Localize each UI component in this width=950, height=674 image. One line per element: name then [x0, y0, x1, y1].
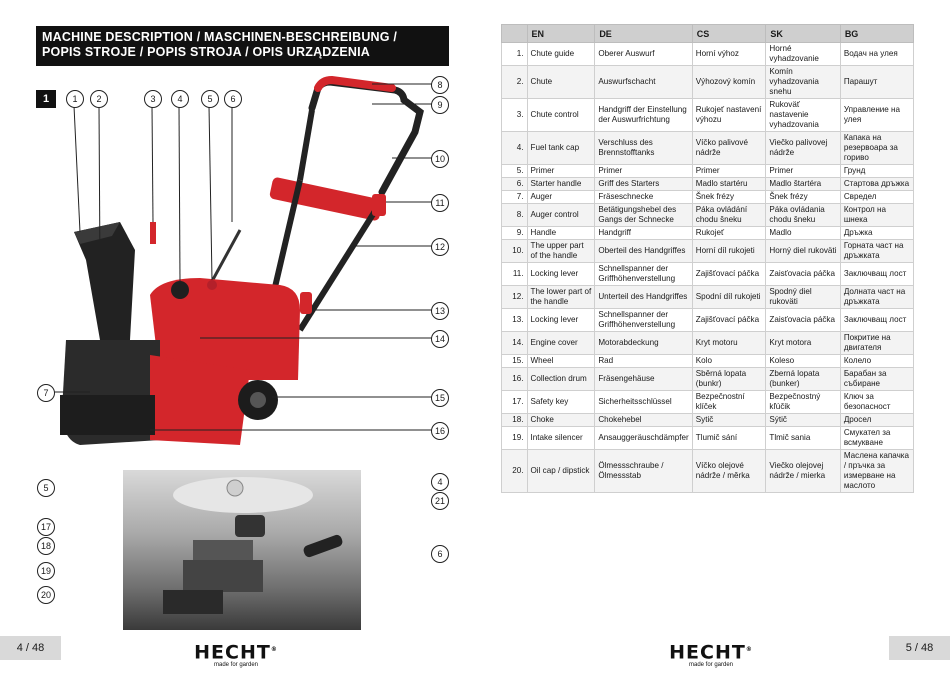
table-cell: Chute guide [527, 43, 595, 66]
table-cell: Водач на улея [840, 43, 913, 66]
table-cell: Грунд [840, 165, 913, 178]
table-cell: Ключ за безопасност [840, 391, 913, 414]
column-header: CS [692, 25, 766, 43]
locking-lever-lower [300, 292, 312, 314]
engine-detail-photo [123, 470, 361, 630]
table-cell: Horné vyhadzovanie [766, 43, 840, 66]
callout-photo-4: 4 [431, 473, 449, 491]
table-row [502, 414, 914, 427]
auger [60, 395, 155, 435]
table-cell: Rukojeť [692, 227, 766, 240]
handle-upper-left [300, 110, 312, 180]
row-number: 11. [502, 263, 528, 286]
callout-6: 6 [224, 90, 242, 108]
callout-11: 11 [431, 194, 449, 212]
table-cell: Šnek frézy [766, 191, 840, 204]
brand-name: HECHT® [669, 641, 753, 664]
table-cell: Zajišťovací páčka [692, 263, 766, 286]
table-cell: Fuel tank cap [527, 132, 595, 165]
row-number: 6. [502, 178, 528, 191]
table-cell: Kryt motoru [692, 332, 766, 355]
table-row [502, 450, 914, 493]
section-title-line-2: POPIS STROJE / POPIS STROJA / OPIS URZĄDZENIA [42, 45, 371, 59]
table-row [502, 240, 914, 263]
table-cell: Auger [527, 191, 595, 204]
brand-logo-right [665, 640, 757, 668]
table-cell: Заключващ лост [840, 309, 913, 332]
callout-1: 1 [66, 90, 84, 108]
intake-silencer-photo [183, 560, 263, 592]
section-title-line-1: MACHINE DESCRIPTION / MASCHINEN-BESCHREIBUNG / [42, 30, 398, 44]
callout-8: 8 [431, 76, 449, 94]
table-row [502, 165, 914, 178]
table-cell: Kryt motora [766, 332, 840, 355]
table-cell: Управление на улея [840, 99, 913, 132]
table-row [502, 286, 914, 309]
table-row [502, 66, 914, 99]
table-cell: Locking lever [527, 263, 595, 286]
callout-15: 15 [431, 389, 449, 407]
table-cell: Viečko palivovej nádrže [766, 132, 840, 165]
table-cell: Madlo [766, 227, 840, 240]
callout-photo-6: 6 [431, 545, 449, 563]
table-cell: Дръжка [840, 227, 913, 240]
table-cell: Schnellspanner der Griffhöhenverstellung [595, 263, 692, 286]
callout-photo-18: 18 [37, 537, 55, 555]
table-cell: Стартова дръжка [840, 178, 913, 191]
brand-tagline: made for garden [213, 662, 259, 669]
table-row [502, 43, 914, 66]
table-row [502, 263, 914, 286]
callout-13: 13 [431, 302, 449, 320]
callout-14: 14 [431, 330, 449, 348]
primer [207, 280, 217, 290]
table-row [502, 178, 914, 191]
table-cell: Sicherheitsschlüssel [595, 391, 692, 414]
page-number-right: 5 / 48 [889, 636, 950, 660]
row-number: 15. [502, 355, 528, 368]
table-cell: Маслена капачка / пръчка за измерване на маслото [840, 450, 913, 493]
row-number: 13. [502, 309, 528, 332]
table-cell: Páka ovládání chodu šneku [692, 204, 766, 227]
table-cell: Парашут [840, 66, 913, 99]
table-cell: Auger control [527, 204, 595, 227]
table-cell: Покритие на двигателя [840, 332, 913, 355]
row-number: 8. [502, 204, 528, 227]
table-cell: Víčko palivové nádrže [692, 132, 766, 165]
row-number: 1. [502, 43, 528, 66]
fuel-tank-cap [171, 281, 189, 299]
column-header: EN [527, 25, 595, 43]
table-cell: Chokehebel [595, 414, 692, 427]
table-row [502, 391, 914, 414]
row-number: 14. [502, 332, 528, 355]
table-cell: Zajišťovací páčka [692, 309, 766, 332]
table-cell: Rukojeť nastavení výhozu [692, 99, 766, 132]
table-cell: Starter handle [527, 178, 595, 191]
row-number: 4. [502, 132, 528, 165]
table-cell: The lower part of the handle [527, 286, 595, 309]
table-cell: Koleso [766, 355, 840, 368]
table-cell: Zaisťovacia páčka [766, 309, 840, 332]
table-row [502, 332, 914, 355]
table-cell: Auswurfschacht [595, 66, 692, 99]
column-header [502, 25, 528, 43]
table-cell: Смукател за всмукване [840, 427, 913, 450]
table-cell: Horní výhoz [692, 43, 766, 66]
table-cell: Primer [692, 165, 766, 178]
table-cell: Заключващ лост [840, 263, 913, 286]
table-cell: Капака на резервоара за гориво [840, 132, 913, 165]
housing-side [150, 355, 250, 445]
handle-bar [312, 82, 420, 192]
table-cell: Madlo štartéra [766, 178, 840, 191]
callout-photo-19: 19 [37, 562, 55, 580]
column-header: SK [766, 25, 840, 43]
table-cell: Griff des Starters [595, 178, 692, 191]
callout-2: 2 [90, 90, 108, 108]
row-number: 10. [502, 240, 528, 263]
row-number: 17. [502, 391, 528, 414]
callout-12: 12 [431, 238, 449, 256]
table-cell: Primer [766, 165, 840, 178]
callout-photo-20: 20 [37, 586, 55, 604]
callout-photo-5: 5 [37, 479, 55, 497]
chute-control-knob [150, 222, 156, 244]
callout-3: 3 [144, 90, 162, 108]
table-cell: Zaisťovacia páčka [766, 263, 840, 286]
table-row [502, 99, 914, 132]
column-header: BG [840, 25, 913, 43]
brand-name: HECHT® [194, 641, 278, 664]
table-cell: Bezpečnostní klíček [692, 391, 766, 414]
wheel-hub [250, 392, 266, 408]
table-cell: Chute [527, 66, 595, 99]
table-cell: Kolo [692, 355, 766, 368]
table-cell: Ölmessschraube / Ölmessstab [595, 450, 692, 493]
table-cell: Контрол на шнека [840, 204, 913, 227]
safety-key-photo [235, 515, 265, 537]
table-cell: Madlo startéru [692, 178, 766, 191]
callout-9: 9 [431, 96, 449, 114]
table-row [502, 204, 914, 227]
starter-handle-photo [302, 534, 344, 559]
column-header: DE [595, 25, 692, 43]
table-cell: Rukoväť nastavenie vyhadzovania [766, 99, 840, 132]
table-cell: Handgriff [595, 227, 692, 240]
engine-detail-drawing [123, 470, 361, 630]
table-cell: Horný diel rukoväti [766, 240, 840, 263]
callout-7: 7 [37, 384, 55, 402]
table-cell: Šnek frézy [692, 191, 766, 204]
row-number: 3. [502, 99, 528, 132]
table-cell: Víčko olejové nádrže / měrka [692, 450, 766, 493]
table-cell: Páka ovládania chodu šneku [766, 204, 840, 227]
table-row [502, 427, 914, 450]
table-cell: Primer [595, 165, 692, 178]
table-cell: Horní díl rukojeti [692, 240, 766, 263]
row-number: 5. [502, 165, 528, 178]
page-number-left: 4 / 48 [0, 636, 61, 660]
figure-number: 1 [36, 90, 56, 108]
callout-4: 4 [171, 90, 189, 108]
table-cell: Handle [527, 227, 595, 240]
control-panel [269, 177, 383, 222]
table-cell: Verschluss des Brennstofftanks [595, 132, 692, 165]
table-cell: Oberteil des Handgriffes [595, 240, 692, 263]
row-number: 19. [502, 427, 528, 450]
row-number: 12. [502, 286, 528, 309]
table-cell: Rad [595, 355, 692, 368]
table-row [502, 309, 914, 332]
row-number: 16. [502, 368, 528, 391]
table-cell: Betätigungshebel des Gangs der Schnecke [595, 204, 692, 227]
table-row [502, 227, 914, 240]
table-cell: Engine cover [527, 332, 595, 355]
brand-logo-left [190, 640, 282, 668]
table-cell: Locking lever [527, 309, 595, 332]
table-cell: Schnellspanner der Griffhöhenverstellung [595, 309, 692, 332]
table-cell: Unterteil des Handgriffes [595, 286, 692, 309]
table-row [502, 132, 914, 165]
callout-photo-17: 17 [37, 518, 55, 536]
table-cell: Tlumič sání [692, 427, 766, 450]
row-number: 9. [502, 227, 528, 240]
table-row [502, 191, 914, 204]
table-cell: Výhozový komín [692, 66, 766, 99]
table-cell: The upper part of the handle [527, 240, 595, 263]
table-cell: Choke [527, 414, 595, 427]
table-cell: Collection drum [527, 368, 595, 391]
table-cell: Fräseschnecke [595, 191, 692, 204]
table-cell: Zberná lopata (bunker) [766, 368, 840, 391]
table-cell: Safety key [527, 391, 595, 414]
table-cell: Bezpečnostný kľúčik [766, 391, 840, 414]
parts-table-body [502, 43, 914, 493]
table-cell: Oil cap / dipstick [527, 450, 595, 493]
table-cell: Handgriff der Einstellung der Auswurfrichtung [595, 99, 692, 132]
oil-cap-photo [163, 590, 223, 614]
callout-photo-21: 21 [431, 492, 449, 510]
table-cell: Viečko olejovej nádrže / mierka [766, 450, 840, 493]
table-cell: Дросел [840, 414, 913, 427]
table-cell: Долната част на дръжката [840, 286, 913, 309]
table-cell: Chute control [527, 99, 595, 132]
row-number: 18. [502, 414, 528, 427]
brand-tagline: made for garden [688, 662, 734, 669]
parts-table [501, 24, 914, 493]
starter-cable [210, 230, 240, 285]
callout-5: 5 [201, 90, 219, 108]
table-cell: Primer [527, 165, 595, 178]
callout-16: 16 [431, 422, 449, 440]
table-cell: Ansauggeräuschdämpfer [595, 427, 692, 450]
table-cell: Motorabdeckung [595, 332, 692, 355]
callout-10: 10 [431, 150, 449, 168]
parts-table-head [502, 25, 914, 43]
table-row [502, 368, 914, 391]
row-number: 7. [502, 191, 528, 204]
locking-lever-upper [372, 194, 386, 216]
fuel-cap-photo [227, 480, 243, 496]
table-cell: Intake silencer [527, 427, 595, 450]
table-cell: Oberer Auswurf [595, 43, 692, 66]
table-cell: Wheel [527, 355, 595, 368]
table-cell: Sytič [692, 414, 766, 427]
row-number: 2. [502, 66, 528, 99]
table-cell: Komín vyhadzovania snehu [766, 66, 840, 99]
table-cell: Tlmič sania [766, 427, 840, 450]
table-cell: Fräsengehäuse [595, 368, 692, 391]
table-cell: Sběrná lopata (bunkr) [692, 368, 766, 391]
row-number: 20. [502, 450, 528, 493]
table-cell: Горната част на дръжката [840, 240, 913, 263]
table-cell: Spodní díl rukojeti [692, 286, 766, 309]
table-cell: Свредел [840, 191, 913, 204]
table-cell: Spodný diel rukoväti [766, 286, 840, 309]
table-cell: Колело [840, 355, 913, 368]
table-cell: Sýtič [766, 414, 840, 427]
table-row [502, 355, 914, 368]
table-cell: Барабан за събиране [840, 368, 913, 391]
engine-top [173, 477, 313, 513]
